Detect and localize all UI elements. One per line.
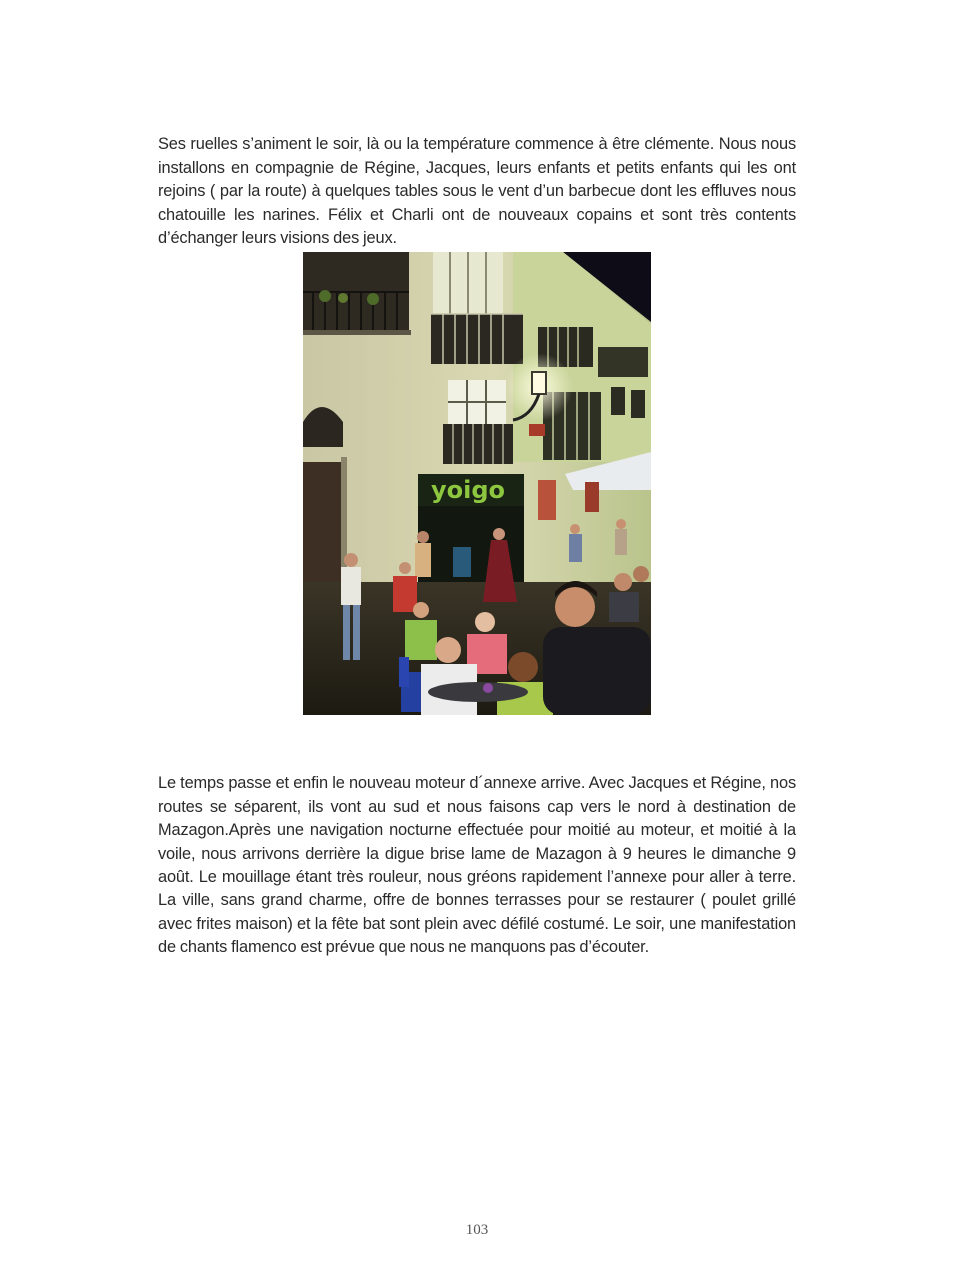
page-number: 103 bbox=[465, 1222, 489, 1238]
paragraph-2: Le temps passe et enfin le nouveau moteur d´annexe arrive. Avec Jacques et Régine, nos routes se séparent, ils vont au sud et nous faisons cap vers le nord à destination de Mazagon.Après une navigation nocturne effectuée pour moitié au moteur, et moitié à la voile, nous arrivons derrière la digue brise lame de Mazagon à 9 heures le dimanche 9 août. Le mouillage étant très rouleur, nous gréons rapidement l’annexe pour aller à terre. La ville, sans grand charme, offre de bonnes terrasses pour se restaurer ( poulet grillé avec frites maison) et la fête bat sont plein avec défilé costumé. Le soir, une manifestation de chants flamenco est prévue que nous ne manquons pas d’écouter. bbox=[158, 774, 796, 957]
paragraph-1: Ses ruelles s’animent le soir, là ou la température commence à être clémente. Nous nous installons en compagnie de Régine, Jacques, leurs enfants et petits enfants qui les ont rejoins ( par la route) à quelques tables sous le vent d’un barbecue dont les effluves nous chatouille les narines. Félix et Charli ont de nouveaux copains et sont très contents d’échanger leurs visions des jeux. bbox=[158, 135, 796, 248]
shop-sign-text: yoigo bbox=[431, 476, 506, 504]
street-night-photo bbox=[303, 252, 651, 715]
